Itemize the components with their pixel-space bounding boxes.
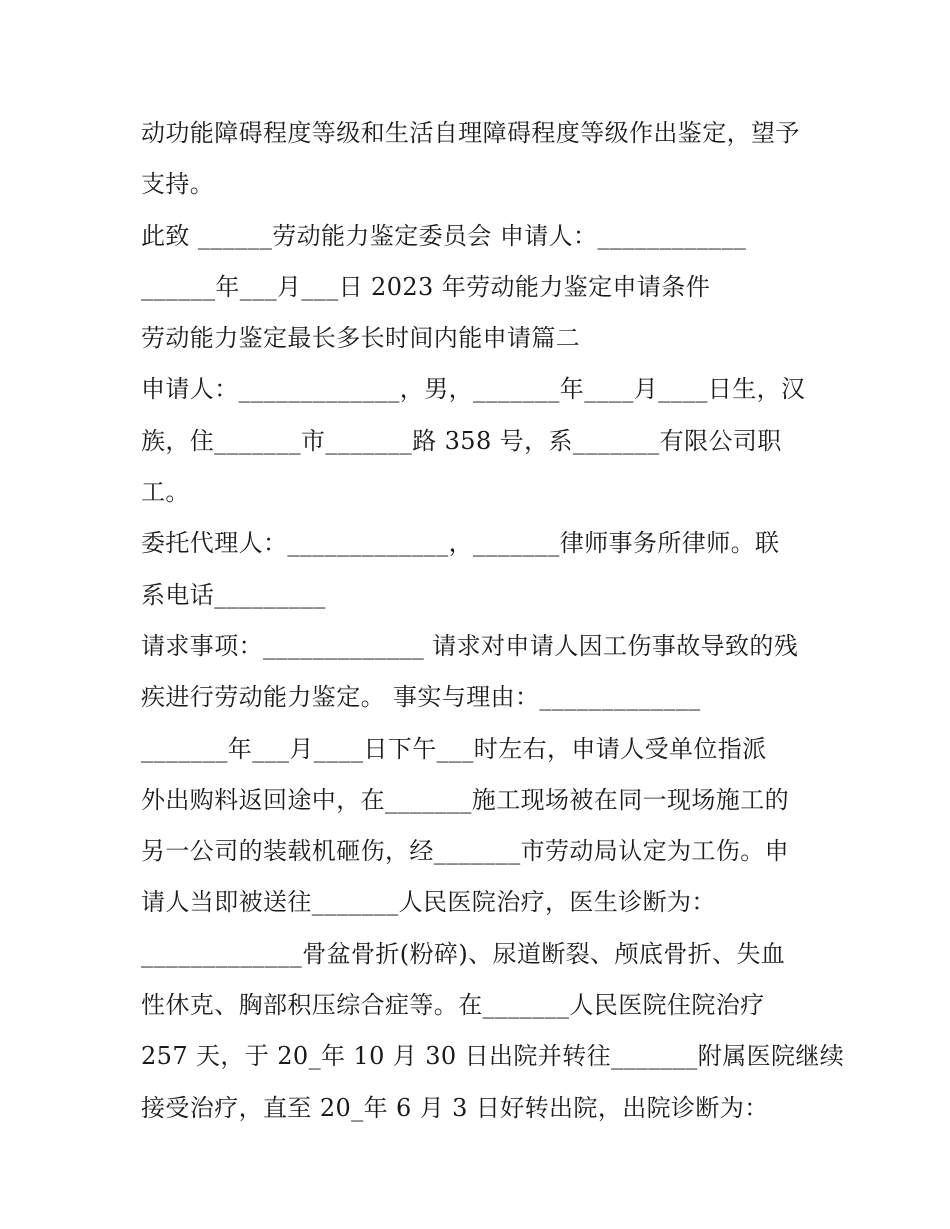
- text-line: 外出购料返回途中，在_______施工现场被在同一现场施工的: [141, 785, 789, 814]
- text-line: 动功能障碍程度等级和生活自理障碍程度等级作出鉴定，望予: [141, 119, 800, 147]
- text-line: _____________骨盆骨折(粉碎)、尿道断裂、颅底骨折、失血: [141, 939, 786, 968]
- text-line: 工。: [141, 478, 190, 507]
- text-line: ______年___月___日 2023 年劳动能力鉴定申请条件: [141, 272, 711, 301]
- text-line: 接受治疗，直至 20_年 6 月 3 日好转出院，出院诊断为：: [141, 1093, 769, 1122]
- document-body: [141, 108, 845, 1134]
- text-line: _______年___月____日下午___时左右，申请人受单位指派: [141, 734, 767, 763]
- text-line: 另一公司的装载机砸伤，经_______市劳动局认定为工伤。申: [141, 837, 789, 866]
- text-line: 申请人：_____________，男，_______年____月____日生，汉: [141, 375, 806, 404]
- text-line: 疾进行劳动能力鉴定。 事实与理由：_____________: [141, 683, 701, 712]
- text-line: 委托代理人：_____________，_______律师事务所律师。联: [141, 529, 780, 558]
- text-line: 请求事项：_____________ 请求对申请人因工伤事故导致的残: [141, 631, 799, 660]
- section-heading: 劳动能力鉴定最长多长时间内能申请篇二: [141, 324, 581, 353]
- text-line: 族，住_______市_______路 358 号，系_______有限公司职: [141, 426, 782, 455]
- text-line: 此致 ______劳动能力鉴定委员会 申请人：____________: [141, 221, 747, 250]
- text-line: 支持。: [141, 170, 215, 199]
- text-line: 系电话_________: [141, 580, 326, 609]
- text-line: 257 天，于 20_年 10 月 30 日出院并转往_______附属医院继续: [141, 1042, 845, 1071]
- text-line: 请人当即被送往_______人民医院治疗，医生诊断为：: [141, 888, 716, 917]
- text-line: 性休克、胸部积压综合症等。在_______人民医院住院治疗: [141, 991, 765, 1020]
